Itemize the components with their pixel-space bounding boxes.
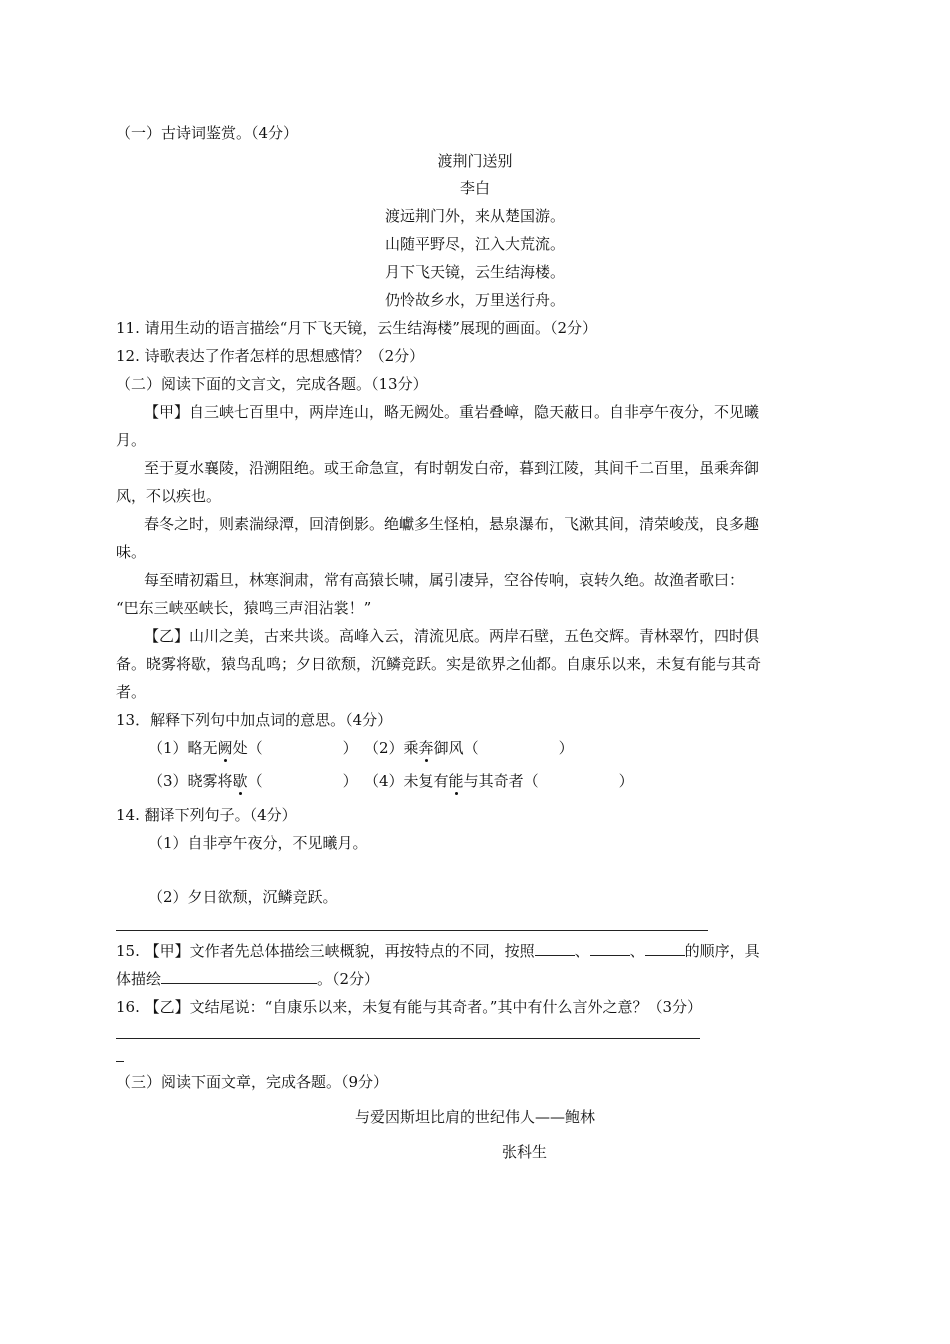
dotted-char: 能	[448, 772, 464, 790]
question-12: 12. 诗歌表达了作者怎样的思想感情？（2分）	[116, 347, 425, 365]
passage-b-paragraph: 【乙】山川之美，古来共谈。高峰入云，清流见底。两岸石壁，五色交辉。青林翠竹，四时俱	[144, 627, 760, 645]
q13-item-4: （4）未复有能与其奇者（ ）	[364, 772, 634, 790]
question-14: 14. 翻译下列句子。（4分）	[116, 806, 297, 824]
dotted-char: 阙	[217, 739, 233, 757]
section-heading-poetry: （一）古诗词鉴赏。（4分）	[116, 124, 299, 142]
section-heading-modern: （三）阅读下面文章，完成各题。（9分）	[116, 1073, 389, 1091]
question-13: 13．解释下列句中加点词的意思。（4分）	[116, 711, 393, 729]
answer-blank[interactable]	[590, 941, 630, 956]
q13-item-1: （1）略无阙处（ ）	[148, 739, 358, 757]
dotted-char: 奔	[418, 739, 434, 757]
passage-b-paragraph-cont: 备。晓雾将歇，猿鸟乱鸣；夕日欲颓，沉鳞竞跃。实是欲界之仙都。自康乐以来，未复有能与其奇	[116, 655, 762, 673]
question-15: 15. 【甲】文作者先总体描绘三峡概貌，再按特点的不同，按照 、 、 的顺序，具	[116, 942, 760, 960]
question-11: 11. 请用生动的语言描绘“月下飞天镜，云生结海楼”展现的画面。（2分）	[116, 319, 598, 337]
section-heading-classical: （二）阅读下面的文言文，完成各题。（13分）	[116, 375, 428, 393]
question-15-cont: 体描绘 。（2分）	[116, 970, 380, 988]
question-16: 16. 【乙】文结尾说：“自康乐以来，未复有能与其奇者。”其中有什么言外之意？（3分）	[116, 998, 703, 1016]
poem-line: 月下飞天镜，云生结海楼。	[384, 263, 565, 281]
answer-blank[interactable]	[645, 941, 685, 956]
article-author: 张科生	[502, 1143, 548, 1161]
q14-sentence-1: （1）自非亭午夜分，不见曦月。	[148, 834, 368, 852]
answer-line[interactable]	[116, 1038, 700, 1039]
passage-a-paragraph: 春冬之时，则素湍绿潭，回清倒影。绝巘多生怪柏，悬泉瀑布，飞漱其间，清荣峻茂，良多趣	[144, 515, 760, 533]
answer-line[interactable]	[116, 930, 708, 931]
poem-author: 李白	[459, 179, 490, 197]
answer-line-stub	[116, 1061, 124, 1062]
dotted-char: 歇	[232, 772, 248, 790]
passage-a-song: “巴东三峡巫峡长，猿鸣三声泪沾裳！”	[116, 599, 372, 617]
passage-a-paragraph-cont: 月。	[116, 431, 147, 449]
passage-a-paragraph-cont: 风，不以疾也。	[116, 487, 222, 505]
q13-item-3: （3）晓雾将歇（ ）	[148, 772, 358, 790]
q14-sentence-2: （2）夕日欲颓，沉鳞竞跃。	[148, 888, 338, 906]
poem-title: 渡荆门送别	[437, 152, 513, 170]
article-title: 与爱因斯坦比肩的世纪伟人——鲍林	[354, 1108, 595, 1126]
poem-line: 仍怜故乡水，万里送行舟。	[384, 291, 565, 309]
passage-a-paragraph-cont: 味。	[116, 543, 147, 561]
q13-item-2: （2）乘奔御风（ ）	[364, 739, 574, 757]
poem-line: 渡远荆门外，来从楚国游。	[384, 207, 565, 225]
poem-line: 山随平野尽，江入大荒流。	[384, 235, 565, 253]
passage-a-paragraph: 至于夏水襄陵，沿溯阻绝。或王命急宣，有时朝发白帝，暮到江陵，其间千二百里，虽乘奔御	[144, 459, 760, 477]
answer-blank[interactable]	[161, 969, 317, 984]
answer-blank[interactable]	[535, 941, 575, 956]
passage-a-paragraph: 【甲】自三峡七百里中，两岸连山，略无阙处。重岩叠嶂，隐天蔽日。自非亭午夜分，不见曦	[144, 403, 760, 421]
passage-a-paragraph: 每至晴初霜旦，林寒涧肃，常有高猿长啸，属引凄异，空谷传响，哀转久绝。故渔者歌曰：	[144, 571, 745, 589]
passage-b-paragraph-cont: 者。	[116, 683, 147, 701]
